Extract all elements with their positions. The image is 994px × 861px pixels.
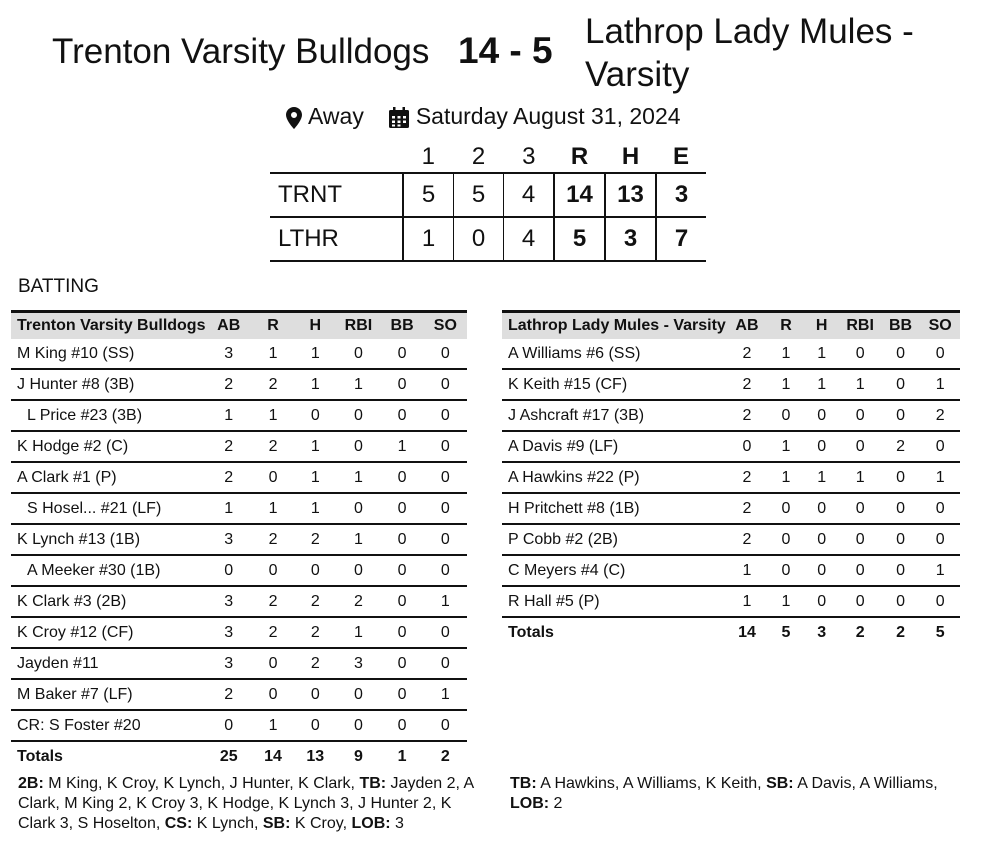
player-stat: 0 (336, 679, 380, 710)
player-name: K Croy #12 (CF) (11, 617, 205, 648)
player-stat: 0 (424, 431, 467, 462)
note-text: A Hawkins, A Williams, K Keith, (536, 775, 767, 792)
player-stat: 0 (380, 400, 423, 431)
player-stat: 0 (294, 679, 336, 710)
batting-row (11, 431, 467, 462)
player-stat: 1 (768, 339, 804, 369)
player-stat: 0 (920, 493, 960, 524)
player-stat: 0 (205, 710, 251, 741)
player-stat: 1 (252, 339, 294, 369)
player-stat: 1 (726, 586, 768, 617)
player-stat: 2 (252, 431, 294, 462)
note-text: Jayden 2, A Clark, M King 2, K Croy 3, K Hodge, K Lynch 3, J Hunter 2, K Clark 3, S Hoselton, (18, 775, 474, 832)
batting-header-row (11, 312, 467, 340)
batting-row (11, 710, 467, 741)
batting-col-header: H (294, 312, 336, 340)
player-stat: 0 (294, 710, 336, 741)
away-batting-table (502, 310, 960, 648)
inning-3-header: 3 (522, 143, 536, 170)
player-stat: 2 (920, 400, 960, 431)
player-stat: 0 (768, 400, 804, 431)
player-stat: 2 (205, 431, 251, 462)
player-stat: 1 (336, 369, 380, 400)
player-stat: 0 (840, 400, 881, 431)
batting-col-header: R (252, 312, 294, 340)
player-stat: 0 (252, 462, 294, 493)
note-text: 2 (549, 795, 563, 812)
player-stat: 0 (804, 524, 840, 555)
player-name: P Cobb #2 (2B) (502, 524, 726, 555)
totals-stat: 14 (264, 748, 282, 765)
player-stat: 0 (252, 648, 294, 679)
home-batting-table (11, 310, 467, 772)
player-stat: 0 (768, 555, 804, 586)
player-stat: 0 (424, 493, 467, 524)
player-stat: 2 (726, 493, 768, 524)
note-label: LOB: (510, 795, 550, 812)
player-name: J Hunter #8 (3B) (11, 369, 205, 400)
player-stat: 0 (881, 555, 921, 586)
player-stat: 2 (252, 617, 294, 648)
totals-stat: 3 (817, 624, 827, 641)
totals-stat: 2 (896, 624, 905, 641)
batting-row (502, 524, 960, 555)
note-label: SB: (262, 815, 291, 832)
player-stat: 0 (336, 339, 380, 369)
linescore-team-abbr: LTHR (278, 225, 339, 252)
totals-label: Totals (508, 624, 554, 641)
totals-stat: 5 (781, 624, 791, 641)
batting-row (11, 339, 467, 369)
batting-col-header: BB (881, 312, 921, 340)
player-stat: 0 (804, 555, 840, 586)
hits-total: 3 (605, 217, 656, 261)
player-name: L Price #23 (3B) (11, 400, 205, 431)
player-stat: 0 (920, 339, 960, 369)
batting-row (502, 369, 960, 400)
player-stat: 2 (881, 431, 921, 462)
batting-row (502, 493, 960, 524)
player-stat: 0 (920, 586, 960, 617)
note-text: 3 (390, 815, 404, 832)
linescore-table (270, 142, 706, 262)
player-name: J Ashcraft #17 (3B) (502, 400, 726, 431)
player-stat: 2 (294, 648, 336, 679)
inning-score: 0 (454, 217, 504, 261)
note-label: TB: (359, 775, 387, 792)
player-stat: 0 (920, 524, 960, 555)
player-name: H Pritchett #8 (1B) (502, 493, 726, 524)
batting-col-header: SO (424, 312, 467, 340)
batting-col-header: AB (205, 312, 251, 340)
player-stat: 1 (920, 462, 960, 493)
inning-score: 4 (504, 173, 555, 217)
player-stat: 0 (424, 400, 467, 431)
note-text: K Croy, (290, 815, 352, 832)
player-stat: 2 (205, 679, 251, 710)
player-stat: 0 (881, 524, 921, 555)
batting-row (11, 493, 467, 524)
player-stat: 2 (726, 400, 768, 431)
totals-label: Totals (17, 748, 63, 765)
game-date: Saturday August 31, 2024 (415, 103, 681, 129)
batting-col-header: SO (920, 312, 960, 340)
player-stat: 0 (380, 617, 423, 648)
player-name: C Meyers #4 (C) (502, 555, 726, 586)
batting-team-header: Trenton Varsity Bulldogs (11, 312, 205, 340)
player-stat: 0 (424, 339, 467, 369)
player-stat: 0 (380, 462, 423, 493)
final-score: 14 - 5 (458, 30, 553, 71)
player-name: Jayden #11 (11, 648, 205, 679)
player-stat: 0 (840, 431, 881, 462)
player-stat: 3 (205, 339, 251, 369)
player-stat: 0 (380, 679, 423, 710)
batting-row (502, 339, 960, 369)
batting-row (11, 617, 467, 648)
player-stat: 2 (336, 586, 380, 617)
player-stat: 0 (881, 586, 921, 617)
player-stat: 0 (336, 555, 380, 586)
player-stat: 1 (336, 617, 380, 648)
game-header (0, 10, 994, 100)
player-stat: 0 (336, 493, 380, 524)
player-name: A Clark #1 (P) (11, 462, 205, 493)
player-stat: 3 (205, 586, 251, 617)
batting-section-title: BATTING (18, 276, 99, 297)
player-stat: 2 (726, 339, 768, 369)
batting-row (11, 462, 467, 493)
inning-1-header: 1 (421, 143, 435, 170)
errors-total: 7 (656, 217, 706, 261)
player-stat: 1 (205, 493, 251, 524)
inning-2-header: 2 (471, 143, 486, 170)
batting-col-header: R (768, 312, 804, 340)
player-stat: 0 (252, 555, 294, 586)
player-name: K Lynch #13 (1B) (11, 524, 205, 555)
player-stat: 0 (424, 369, 467, 400)
player-name: CR: S Foster #20 (11, 710, 205, 741)
player-stat: 0 (881, 369, 921, 400)
player-name: K Keith #15 (CF) (502, 369, 726, 400)
game-meta (286, 103, 681, 130)
player-stat: 0 (424, 617, 467, 648)
player-stat: 0 (881, 493, 921, 524)
totals-stat: 1 (397, 748, 407, 765)
player-stat: 2 (726, 462, 768, 493)
player-stat: 2 (726, 369, 768, 400)
player-stat: 0 (336, 400, 380, 431)
calendar-icon (388, 103, 410, 130)
player-stat: 0 (380, 555, 423, 586)
linescore-team-header (270, 142, 403, 173)
location-text: Away (308, 103, 364, 129)
player-stat: 1 (768, 431, 804, 462)
player-stat: 1 (768, 586, 804, 617)
batting-row (502, 462, 960, 493)
batting-row (502, 431, 960, 462)
totals-stat: 9 (353, 748, 363, 765)
batting-team-header: Lathrop Lady Mules - Varsity (502, 312, 726, 340)
player-stat: 0 (205, 555, 251, 586)
batting-col-header: BB (380, 312, 423, 340)
batting-row (11, 679, 467, 710)
player-stat: 1 (804, 369, 840, 400)
batting-totals-row (11, 741, 467, 772)
batting-header-row (502, 312, 960, 340)
inning-score: 1 (403, 217, 454, 261)
batting-col-header: RBI (840, 312, 881, 340)
player-stat: 1 (252, 493, 294, 524)
player-stat: 0 (840, 586, 881, 617)
player-stat: 1 (804, 339, 840, 369)
batting-row (502, 586, 960, 617)
player-stat: 2 (726, 524, 768, 555)
linescore-team-abbr: TRNT (278, 181, 342, 208)
away-team-name: Lathrop Lady Mules - Varsity (585, 12, 914, 94)
totals-stat: 25 (219, 748, 238, 765)
player-stat: 1 (768, 369, 804, 400)
player-stat: 2 (252, 369, 294, 400)
totals-stat: 14 (738, 624, 756, 641)
batting-row (11, 648, 467, 679)
player-stat: 0 (881, 400, 921, 431)
player-name: A Hawkins #22 (P) (502, 462, 726, 493)
player-stat: 2 (294, 586, 336, 617)
player-stat: 1 (294, 369, 336, 400)
player-stat: 0 (424, 462, 467, 493)
player-stat: 1 (920, 369, 960, 400)
errors-header: E (672, 143, 689, 170)
player-stat: 1 (768, 462, 804, 493)
player-name: R Hall #5 (P) (502, 586, 726, 617)
player-stat: 2 (252, 586, 294, 617)
player-stat: 0 (424, 710, 467, 741)
runs-total: 14 (554, 173, 605, 217)
player-stat: 1 (294, 339, 336, 369)
player-stat: 0 (840, 493, 881, 524)
player-name: A Williams #6 (SS) (502, 339, 726, 369)
player-stat: 1 (252, 400, 294, 431)
note-label: 2B: (18, 775, 44, 792)
totals-stat: 2 (440, 748, 450, 765)
linescore-row-away (270, 217, 706, 261)
player-name: A Meeker #30 (1B) (11, 555, 205, 586)
player-stat: 0 (336, 710, 380, 741)
player-stat: 0 (768, 524, 804, 555)
player-stat: 0 (380, 710, 423, 741)
player-stat: 1 (840, 369, 881, 400)
player-stat: 2 (294, 524, 336, 555)
home-batting-notes (18, 774, 478, 834)
player-stat: 0 (294, 555, 336, 586)
totals-stat: 13 (306, 748, 325, 765)
player-name: K Clark #3 (2B) (11, 586, 205, 617)
player-stat: 0 (424, 648, 467, 679)
player-stat: 1 (726, 555, 768, 586)
note-label: LOB: (351, 815, 391, 832)
hits-header: H (621, 143, 640, 170)
player-stat: 0 (804, 493, 840, 524)
player-stat: 0 (380, 648, 423, 679)
player-stat: 2 (205, 369, 251, 400)
note-label: TB: (510, 775, 537, 792)
player-stat: 0 (804, 431, 840, 462)
runs-total: 5 (554, 217, 605, 261)
player-stat: 0 (380, 339, 423, 369)
player-stat: 0 (804, 400, 840, 431)
player-stat: 1 (294, 493, 336, 524)
player-stat: 3 (336, 648, 380, 679)
player-stat: 1 (424, 679, 467, 710)
totals-stat: 5 (935, 624, 945, 641)
player-stat: 0 (424, 524, 467, 555)
player-stat: 1 (920, 555, 960, 586)
player-stat: 1 (424, 586, 467, 617)
player-stat: 0 (881, 339, 921, 369)
player-stat: 1 (336, 524, 380, 555)
player-stat: 0 (380, 586, 423, 617)
player-stat: 0 (294, 400, 336, 431)
player-stat: 1 (336, 462, 380, 493)
player-stat: 1 (252, 710, 294, 741)
batting-row (11, 400, 467, 431)
player-stat: 1 (294, 462, 336, 493)
player-stat: 2 (205, 462, 251, 493)
player-stat: 0 (768, 493, 804, 524)
player-stat: 0 (726, 431, 768, 462)
batting-row (11, 524, 467, 555)
player-stat: 0 (840, 555, 881, 586)
note-text: A Davis, A Williams, (793, 775, 938, 792)
batting-col-header: H (804, 312, 840, 340)
player-stat: 0 (881, 462, 921, 493)
location-pin-icon (286, 103, 302, 130)
linescore-row-home (270, 173, 706, 217)
note-text: M King, K Croy, K Lynch, J Hunter, K Clark, (43, 775, 360, 792)
player-stat: 3 (205, 524, 251, 555)
linescore-header-row (270, 142, 706, 173)
player-stat: 3 (205, 617, 251, 648)
player-name: K Hodge #2 (C) (11, 431, 205, 462)
player-stat: 2 (252, 524, 294, 555)
player-stat: 2 (294, 617, 336, 648)
player-stat: 1 (380, 431, 423, 462)
batting-row (11, 369, 467, 400)
player-name: S Hosel... #21 (LF) (11, 493, 205, 524)
player-stat: 0 (920, 431, 960, 462)
note-label: CS: (164, 815, 193, 832)
player-stat: 0 (380, 493, 423, 524)
home-team-name: Trenton Varsity Bulldogs (52, 32, 430, 71)
player-name: M King #10 (SS) (11, 339, 205, 369)
player-stat: 0 (840, 524, 881, 555)
hits-total: 13 (605, 173, 656, 217)
totals-stat: 2 (855, 624, 865, 641)
player-stat: 1 (294, 431, 336, 462)
away-batting-notes (510, 774, 950, 814)
player-stat: 0 (424, 555, 467, 586)
player-stat: 0 (336, 431, 380, 462)
batting-totals-row (502, 617, 960, 648)
runs-header: R (570, 143, 589, 170)
inning-score: 5 (403, 173, 454, 217)
player-stat: 0 (380, 369, 423, 400)
batting-row (502, 400, 960, 431)
player-stat: 3 (205, 648, 251, 679)
batting-col-header: RBI (336, 312, 380, 340)
inning-score: 4 (504, 217, 555, 261)
note-label: SB: (766, 775, 794, 792)
player-stat: 0 (380, 524, 423, 555)
note-text: K Lynch, (192, 815, 263, 832)
player-stat: 0 (804, 586, 840, 617)
player-stat: 1 (840, 462, 881, 493)
errors-total: 3 (656, 173, 706, 217)
batting-row (502, 555, 960, 586)
batting-col-header: AB (726, 312, 768, 340)
batting-row (11, 555, 467, 586)
player-stat: 1 (205, 400, 251, 431)
inning-score: 5 (454, 173, 504, 217)
player-stat: 1 (804, 462, 840, 493)
player-name: A Davis #9 (LF) (502, 431, 726, 462)
batting-row (11, 586, 467, 617)
player-name: M Baker #7 (LF) (11, 679, 205, 710)
player-stat: 0 (252, 679, 294, 710)
player-stat: 0 (840, 339, 881, 369)
